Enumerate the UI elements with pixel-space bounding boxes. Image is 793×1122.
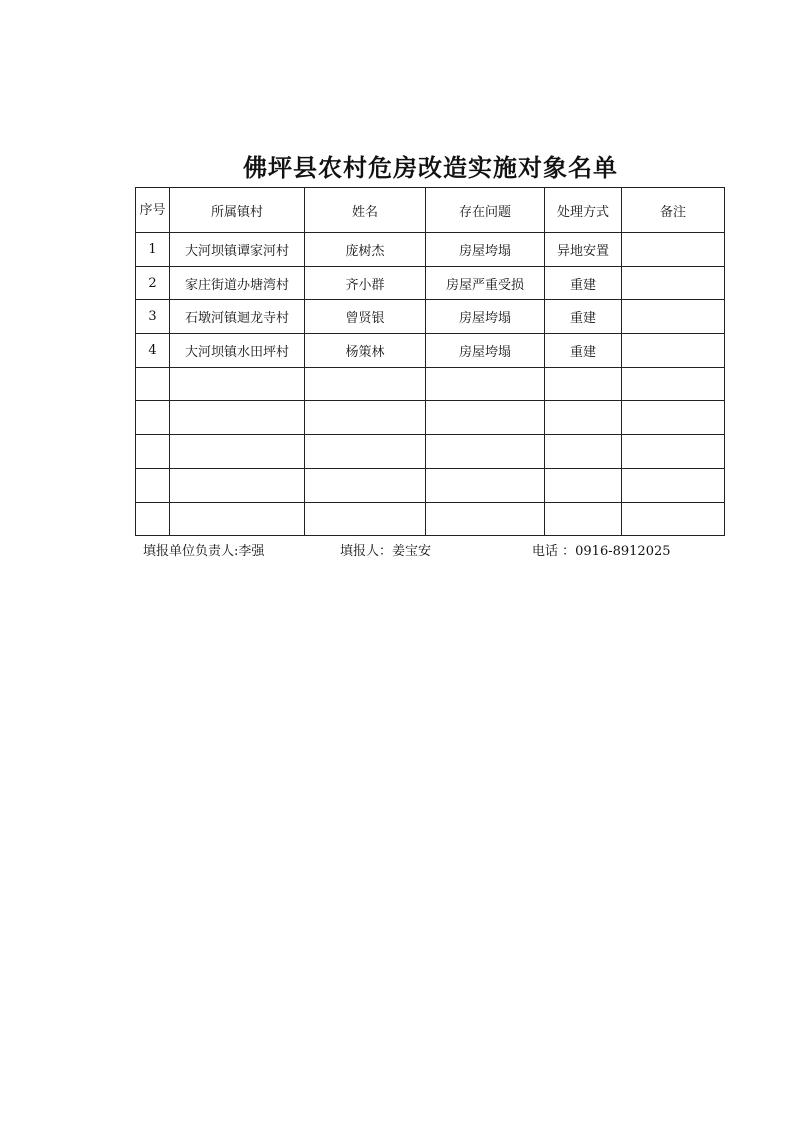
beneficiary-table bbox=[135, 187, 725, 536]
cell-name: 庞树杰 bbox=[305, 233, 426, 267]
cell-name: 杨策林 bbox=[305, 334, 426, 368]
cell-issue: 房屋垮塌 bbox=[426, 233, 545, 267]
cell-seq: 3 bbox=[136, 300, 170, 334]
cell-remark bbox=[622, 266, 725, 300]
cell-remark bbox=[622, 367, 725, 401]
cell-method bbox=[545, 367, 622, 401]
cell-issue bbox=[426, 435, 545, 469]
cell-issue bbox=[426, 367, 545, 401]
cell-issue: 房屋垮塌 bbox=[426, 334, 545, 368]
cell-seq bbox=[136, 468, 170, 502]
cell-method bbox=[545, 502, 622, 536]
footer-unit-leader: 填报单位负责人:李强 bbox=[143, 544, 265, 559]
header-remark: 备注 bbox=[622, 188, 725, 233]
table-row bbox=[136, 468, 725, 502]
cell-town-village: 石墩河镇迴龙寺村 bbox=[170, 300, 305, 334]
cell-name: 齐小群 bbox=[305, 266, 426, 300]
cell-method: 重建 bbox=[545, 266, 622, 300]
page-title: 佛坪县农村危房改造实施对象名单 bbox=[243, 153, 618, 182]
cell-issue: 房屋垮塌 bbox=[426, 300, 545, 334]
cell-seq: 1 bbox=[136, 233, 170, 267]
cell-remark bbox=[622, 233, 725, 267]
header-method: 处理方式 bbox=[545, 188, 622, 233]
table-row bbox=[136, 502, 725, 536]
cell-town-village bbox=[170, 468, 305, 502]
cell-name: 曾贤银 bbox=[305, 300, 426, 334]
cell-method: 异地安置 bbox=[545, 233, 622, 267]
table-header-row bbox=[136, 188, 725, 233]
footer-phone: 电话 ：0916-8912025 bbox=[532, 544, 671, 559]
header-town-village: 所属镇村 bbox=[170, 188, 305, 233]
cell-remark bbox=[622, 401, 725, 435]
cell-name bbox=[305, 468, 426, 502]
cell-remark bbox=[622, 334, 725, 368]
cell-seq bbox=[136, 502, 170, 536]
cell-seq: 2 bbox=[136, 266, 170, 300]
cell-method: 重建 bbox=[545, 300, 622, 334]
cell-method: 重建 bbox=[545, 334, 622, 368]
table-row bbox=[136, 266, 725, 300]
cell-method bbox=[545, 468, 622, 502]
table-row bbox=[136, 367, 725, 401]
cell-method bbox=[545, 435, 622, 469]
cell-seq bbox=[136, 401, 170, 435]
cell-town-village: 大河坝镇水田坪村 bbox=[170, 334, 305, 368]
header-issue: 存在问题 bbox=[426, 188, 545, 233]
cell-seq bbox=[136, 435, 170, 469]
cell-remark bbox=[622, 435, 725, 469]
cell-issue bbox=[426, 468, 545, 502]
header-seq: 序号 bbox=[136, 188, 170, 233]
cell-name bbox=[305, 367, 426, 401]
cell-remark bbox=[622, 502, 725, 536]
table-row bbox=[136, 435, 725, 469]
cell-name bbox=[305, 435, 426, 469]
cell-issue bbox=[426, 401, 545, 435]
cell-remark bbox=[622, 468, 725, 502]
table-row bbox=[136, 401, 725, 435]
header-name: 姓名 bbox=[305, 188, 426, 233]
cell-town-village: 大河坝镇谭家河村 bbox=[170, 233, 305, 267]
cell-seq: 4 bbox=[136, 334, 170, 368]
table-row bbox=[136, 300, 725, 334]
cell-issue: 房屋严重受损 bbox=[426, 266, 545, 300]
cell-remark bbox=[622, 300, 725, 334]
cell-town-village bbox=[170, 502, 305, 536]
footer-reporter: 填报人：姜宝安 bbox=[340, 544, 432, 559]
cell-method bbox=[545, 401, 622, 435]
cell-town-village bbox=[170, 401, 305, 435]
cell-name bbox=[305, 502, 426, 536]
table-row bbox=[136, 233, 725, 267]
cell-name bbox=[305, 401, 426, 435]
table-row bbox=[136, 334, 725, 368]
cell-issue bbox=[426, 502, 545, 536]
cell-seq bbox=[136, 367, 170, 401]
cell-town-village bbox=[170, 367, 305, 401]
cell-town-village: 家庄街道办塘湾村 bbox=[170, 266, 305, 300]
cell-town-village bbox=[170, 435, 305, 469]
